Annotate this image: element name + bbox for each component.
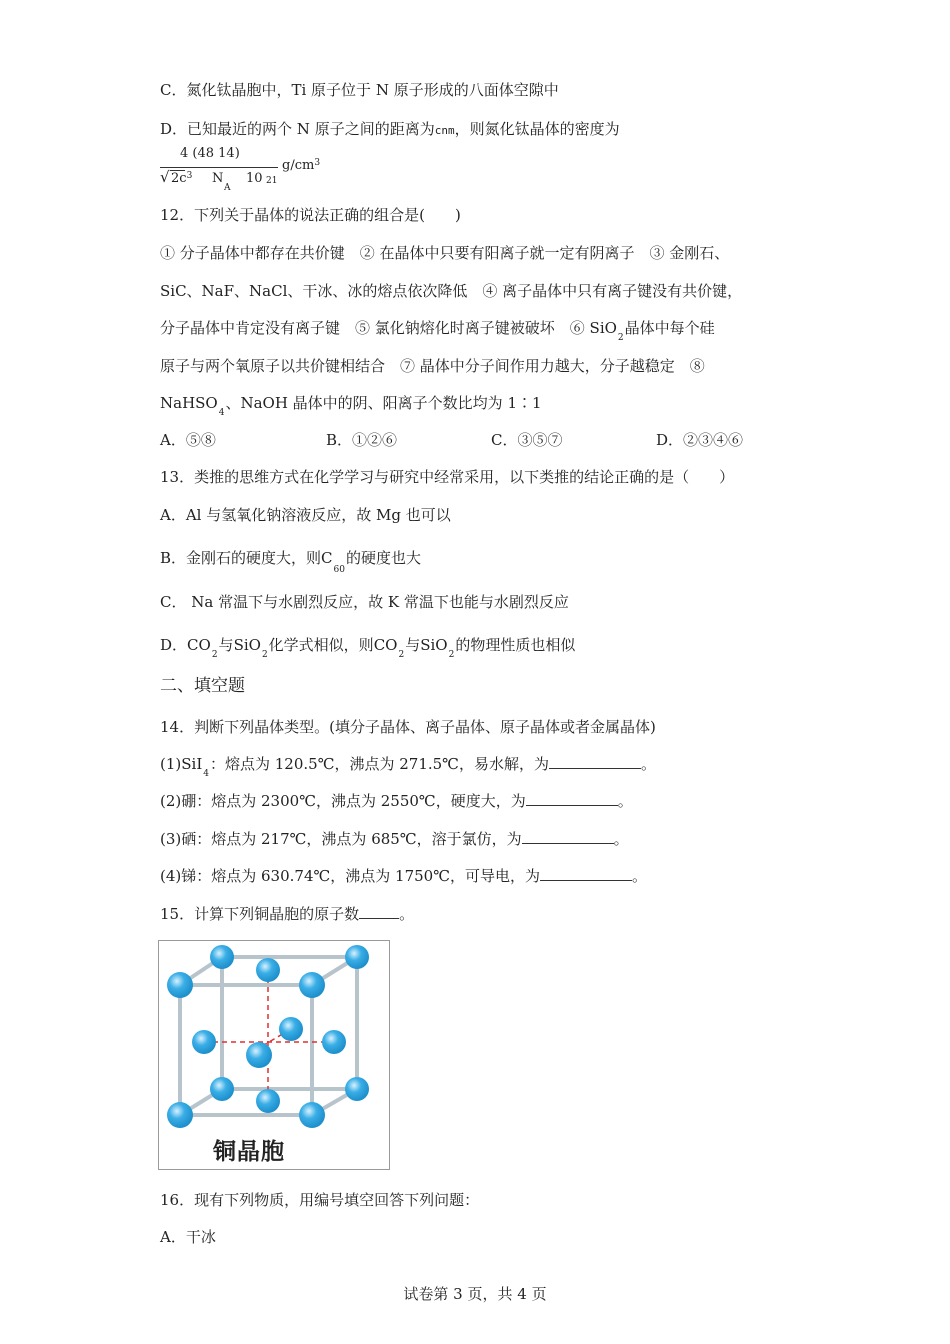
atom-face-front [246, 1042, 272, 1068]
atom-face-back [279, 1017, 303, 1041]
atom-corner [299, 972, 325, 998]
atom-corner [299, 1102, 325, 1128]
q11-option-c: C．氮化钛晶胞中，Ti 原子位于 N 原子形成的八面体空隙中 [160, 81, 559, 99]
atom-face-bottom [256, 1089, 280, 1113]
sqrt-sign: √ [160, 168, 170, 186]
answer-blank[interactable] [359, 904, 399, 919]
q14-item3: (3)硒：熔点为 217℃，沸点为 685℃，溶于氯仿，为 。 [160, 830, 629, 848]
q11d-variable: cnm [434, 124, 455, 137]
atom-face-right [322, 1030, 346, 1054]
q12-option-c: C．③⑤⑦ [491, 431, 563, 449]
answer-blank[interactable] [522, 829, 614, 844]
formula-den-avogadro: N [212, 171, 224, 186]
atom-corner [345, 945, 369, 969]
q12-option-d: D．②③④⑥ [656, 431, 744, 449]
q11d-text: D．已知最近的两个 N 原子之间的距离为 [160, 120, 435, 138]
page-footer: 试卷第 3 页，共 4 页 [403, 1285, 547, 1303]
q12-statement-line1: ① 分子晶体中都存在共价键 ② 在晶体中只要有阳离子就一定有阴离子 ③ 金刚石、 [160, 244, 730, 262]
atom-corner [210, 945, 234, 969]
answer-blank[interactable] [540, 866, 632, 881]
formula-den-ten: 10 [246, 171, 263, 186]
q14-stem: 14．判断下列晶体类型。(填分子晶体、离子晶体、原子晶体或者金属晶体) [160, 718, 656, 736]
q12-statement-line2: SiC、NaF、NaCl、干冰、冰的熔点依次降低 ④ 离子晶体中只有离子键没有共价键， [160, 282, 743, 300]
formula-den-ten-exp: 21 [266, 176, 278, 186]
formula-den-c: $2c^3$ [171, 171, 193, 186]
q15-stem: 15．计算下列铜晶胞的原子数 。 [160, 905, 415, 923]
q12-statement-line3: 分子晶体中肯定没有离子键 ⑤ 氯化钠熔化时离子键被破坏 ⑥ SiO$_2$晶体中每个硅 [160, 319, 715, 343]
density-formula [160, 146, 360, 193]
atom-corner [167, 1102, 193, 1128]
atom-corner [345, 1077, 369, 1101]
figure-caption: 铜晶胞 [213, 1139, 285, 1165]
q13-option-d: D．$CO_2$与SiO$_2$化学式相似，则$CO_2$与SiO$_2$的物理性质也相似 [160, 636, 576, 660]
copper-unit-cell-figure [158, 940, 390, 1170]
atom-corner [167, 972, 193, 998]
q12-statement-line4: 原子与两个氧原子以共价键相结合 ⑦ 晶体中分子间作用力越大，分子越稳定 ⑧ [160, 357, 705, 375]
section-heading-fill-in: 二、填空题 [160, 676, 245, 696]
q13-option-b: B．金刚石的硬度大，则$C_{60}$的硬度也大 [160, 549, 421, 575]
formula-unit: $g/cm^3$ [282, 158, 321, 173]
q14-item2: (2)硼：熔点为 2300℃，沸点为 2550℃，硬度大，为 。 [160, 792, 633, 810]
atom-corner [210, 1077, 234, 1101]
atom-face-left [192, 1030, 216, 1054]
formula-numerator: 4 (48 14) [180, 146, 240, 161]
q14-item4: (4)锑：熔点为 630.74℃，沸点为 1750℃，可导电，为 。 [160, 867, 648, 885]
fraction-bar [160, 167, 278, 168]
q11d-text-end: ，则氮化钛晶体的密度为 [454, 120, 620, 138]
formula-den-avogadro-sub: A [224, 183, 231, 193]
q12-statement-line5: NaHSO$_4$、NaOH 晶体中的阴、阳离子个数比均为 1∶1 [160, 394, 542, 418]
q13-stem: 13．类推的思维方式在化学学习与研究中经常采用，以下类推的结论正确的是（ ） [160, 468, 735, 486]
atom-face-top [256, 958, 280, 982]
q14-item1: (1)SiI$_4$：熔点为 120.5℃，沸点为 271.5℃，易水解，为 。 [160, 755, 656, 779]
q12-option-a: A．⑤⑧ [160, 431, 216, 449]
q11-option-d [160, 119, 620, 141]
q16-option-a: A．干冰 [160, 1228, 216, 1246]
q12-option-b: B．①②⑥ [326, 431, 398, 449]
q16-stem: 16．现有下列物质，用编号填空回答下列问题： [160, 1191, 480, 1209]
q13-option-c: C． Na 常温下与水剧烈反应，故 K 常温下也能与水剧烈反应 [160, 593, 569, 611]
answer-blank[interactable] [549, 754, 641, 769]
answer-blank[interactable] [526, 791, 618, 806]
q12-stem: 12．下列关于晶体的说法正确的组合是( ) [160, 206, 461, 224]
q13-option-a: A．Al 与氢氧化钠溶液反应，故 Mg 也可以 [160, 506, 451, 524]
